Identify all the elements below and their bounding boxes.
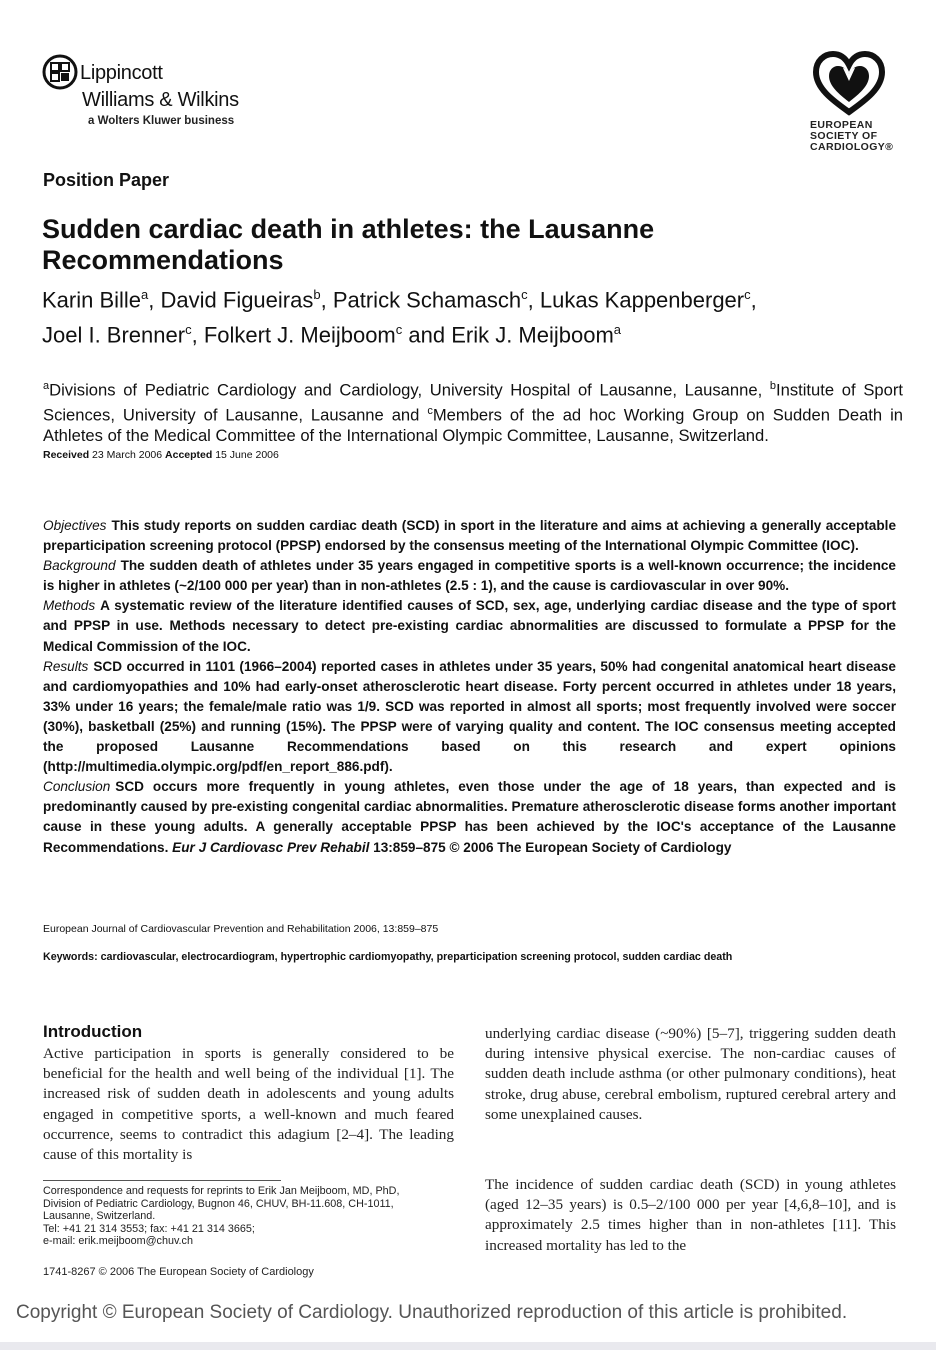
journal-citation-line: European Journal of Cardiovascular Prevention and Rehabilitation 2006, 13:859–875 [43, 923, 439, 935]
author-separator: , [750, 287, 757, 313]
author-affiliation-mark: c [744, 287, 751, 302]
author-separator: , [527, 287, 540, 313]
society-name-line1: EUROPEAN [810, 119, 873, 131]
received-accepted-dates [43, 449, 279, 461]
affiliation-mark: c [427, 404, 433, 417]
author-list [42, 280, 902, 351]
abstract-section-label: Results [43, 658, 89, 674]
society-logo [806, 50, 902, 160]
correspondence-line: Tel: +41 21 314 3553; fax: +41 21 314 3665; [43, 1222, 255, 1235]
lww-logo-mark-icon [42, 54, 78, 90]
page-bottom-band [0, 1342, 936, 1350]
author-separator: , [191, 322, 204, 348]
author-separator: , [320, 287, 333, 313]
author-separator: , [148, 287, 161, 313]
author-affiliation-mark: a [613, 322, 622, 338]
author-name: Joel I. Brenner [42, 322, 186, 348]
abstract-citation: 13:859–875 © 2006 The European Society of Cardiology [373, 839, 732, 855]
abstract-section-label: Conclusion [43, 779, 111, 795]
affiliation-a: Divisions of Pediatric Cardiology and Cardiology, University Hospital of Lausanne, Lausanne, [49, 380, 770, 400]
affiliation-c: Members of the ad hoc Working Group on Sudden Death in Athletes of the Medical Committee of the International Olympic Committee, Lausanne, Switzerland. [43, 405, 903, 446]
abstract-section-text: SCD occurs more frequently in young athletes, even those under the age of 18 years, than expected and is predominantly caused by pre-existing congenital cardiac abnormalities. Premature atherosclerotic disease forms another important cause in these young adults. A generally acceptable PPSP has been achieved by the IOC's acceptance of the Lausanne Recommendations. [43, 779, 896, 855]
abstract-section-label: Methods [43, 598, 96, 614]
publisher-name-line2: Williams & Wilkins [82, 89, 239, 111]
abstract-conclusion [43, 777, 896, 857]
received-date: 23 March 2006 [92, 449, 163, 461]
intro-paragraph-right-2: The incidence of sudden cardiac death (SCD) in young athletes (aged 12–35 years) is 0.5–2/100 000 per year [4,6,8–10], and is approximately 2.5 times higher than in non-athletes [11]. This increased mortality has led to the [485, 1176, 896, 1254]
publisher-name-line1: Lippincott [80, 62, 163, 84]
abstract-objectives [43, 516, 896, 556]
correspondence-line: Division of Pediatric Cardiology, Bugnon 46, CHUV, BH-11.608, CH-1011, [43, 1197, 394, 1210]
abstract-section-text: The sudden death of athletes under 35 years engaged in competitive sports is a well-known occurrence; the incidence is higher in athletes (~2/100 000 per year) than in non-athletes (2.5 : 1), and the cause is cardiovascular in over 90%. [43, 558, 896, 594]
affiliation-mark: a [43, 380, 50, 392]
author-affiliation-mark: a [141, 287, 149, 302]
author-separator: and [402, 322, 452, 348]
abstract [43, 516, 896, 858]
society-name-line2: SOCIETY OF [810, 130, 878, 142]
footnote-divider [43, 1180, 281, 1181]
abstract-citation-journal: Eur J Cardiovasc Prev Rehabil [172, 839, 370, 855]
correspondence-email: e-mail: erik.meijboom@chuv.ch [43, 1235, 193, 1248]
affiliations [43, 376, 903, 446]
received-label: Received [43, 449, 90, 461]
intro-paragraph-right-1: underlying cardiac disease (~90%) [5–7], triggering sudden death during intensive physical exercise. The non-cardiac causes of sudden death include asthma (or other pulmonary conditions), heat stroke, drug abuse, cerebral embolism, ruptured cerebral artery and some unexplained causes. [485, 1025, 896, 1123]
accepted-label: Accepted [165, 449, 213, 461]
affiliation-mark: b [769, 380, 776, 392]
article-type: Position Paper [43, 170, 170, 190]
article-title: Sudden cardiac death in athletes: the Lausanne Recommendations [42, 214, 655, 275]
abstract-section-text: This study reports on sudden cardiac death (SCD) in sport in the literature and aims at achieving a generally acceptable preparticipation screening protocol (PPSP) endorsed by the consensus meeting of the International Olympic Committee (IOC). [43, 518, 896, 554]
author-name: Karin Bille [42, 287, 142, 313]
correspondence-line: Correspondence and requests for reprints to Erik Jan Meijboom, MD, PhD, [43, 1185, 400, 1197]
heart-icon [812, 50, 886, 116]
abstract-section-label: Objectives [43, 518, 107, 533]
abstract-background [43, 556, 896, 596]
abstract-section-label: Background [43, 558, 116, 574]
accepted-date: 15 June 2006 [215, 449, 279, 461]
publisher-logo [42, 52, 282, 134]
publisher-tagline: a Wolters Kluwer business [88, 115, 235, 127]
society-name-line3: CARDIOLOGY® [810, 141, 894, 153]
author-affiliation-mark: c [185, 322, 192, 338]
abstract-methods [43, 596, 896, 656]
issn-copyright: 1741-8267 © 2006 The European Society of Cardiology [43, 1266, 314, 1278]
copyright-footer: Copyright © European Society of Cardiology. Unauthorized reproduction of this article is prohibited. [16, 1302, 848, 1323]
abstract-section-text: A systematic review of the literature identified causes of SCD, sex, age, underlying cardiac disease and the type of sport and PPSP in use. Methods necessary to detect pre-existing cardiac abnormalities are discussed to formulate a PPSP for the Medical Commission of the IOC. [43, 598, 896, 654]
author-affiliation-mark: b [313, 287, 321, 302]
affiliation-b: Institute of Sport Sciences, University of Lausanne, Lausanne and [43, 380, 903, 425]
intro-paragraph-left: Active participation in sports is generally considered to be beneficial for the health and well being of the individual [1]. The increased risk of sudden death in adolescents and young adults engaged in competitive sports, a well-known and much feared occurrence, seems to contradict this adagium [2–4]. The leading cause of this mortality is [43, 1045, 454, 1164]
author-affiliation-mark: c [521, 287, 528, 302]
author-affiliation-mark: c [395, 322, 403, 338]
abstract-section-text: SCD occurred in 1101 (1966–2004) reported cases in athletes under 35 years, 50% had congenital anatomical heart disease and cardiomyopathies and 10% had early-onset atherosclerotic heart disease. Forty percent occurred in athletes under 18 years, 33% under 16 years; the female/male ratio was 1/9. SCD was reported in almost all sports; most frequently involved were soccer (30%), basketball (25%) and running (15%). The PPSP were of varying quality and content. The IOC consensus meeting accepted the proposed Lausanne Recommendations based on this research and expert opinions (http://multimedia.olympic.org/pdf/en_report_886.pdf). [43, 658, 896, 775]
correspondence-line: Lausanne, Switzerland. [43, 1210, 156, 1223]
keywords: Keywords: cardiovascular, electrocardiogram, hypertrophic cardiomyopathy, preparticipation screening protocol, sudden cardiac death [43, 951, 733, 963]
correspondence-footnote [43, 1185, 454, 1248]
author-name: Lukas Kappenberger [539, 287, 745, 313]
abstract-results [43, 657, 896, 778]
author-name: Folkert J. Meijboom [203, 322, 396, 348]
section-heading-introduction: Introduction [43, 1022, 143, 1041]
society-name [810, 120, 893, 153]
author-name: Patrick Schamasch [332, 287, 522, 313]
author-name: Erik J. Meijboom [451, 322, 614, 348]
author-name: David Figueiras [160, 287, 314, 313]
